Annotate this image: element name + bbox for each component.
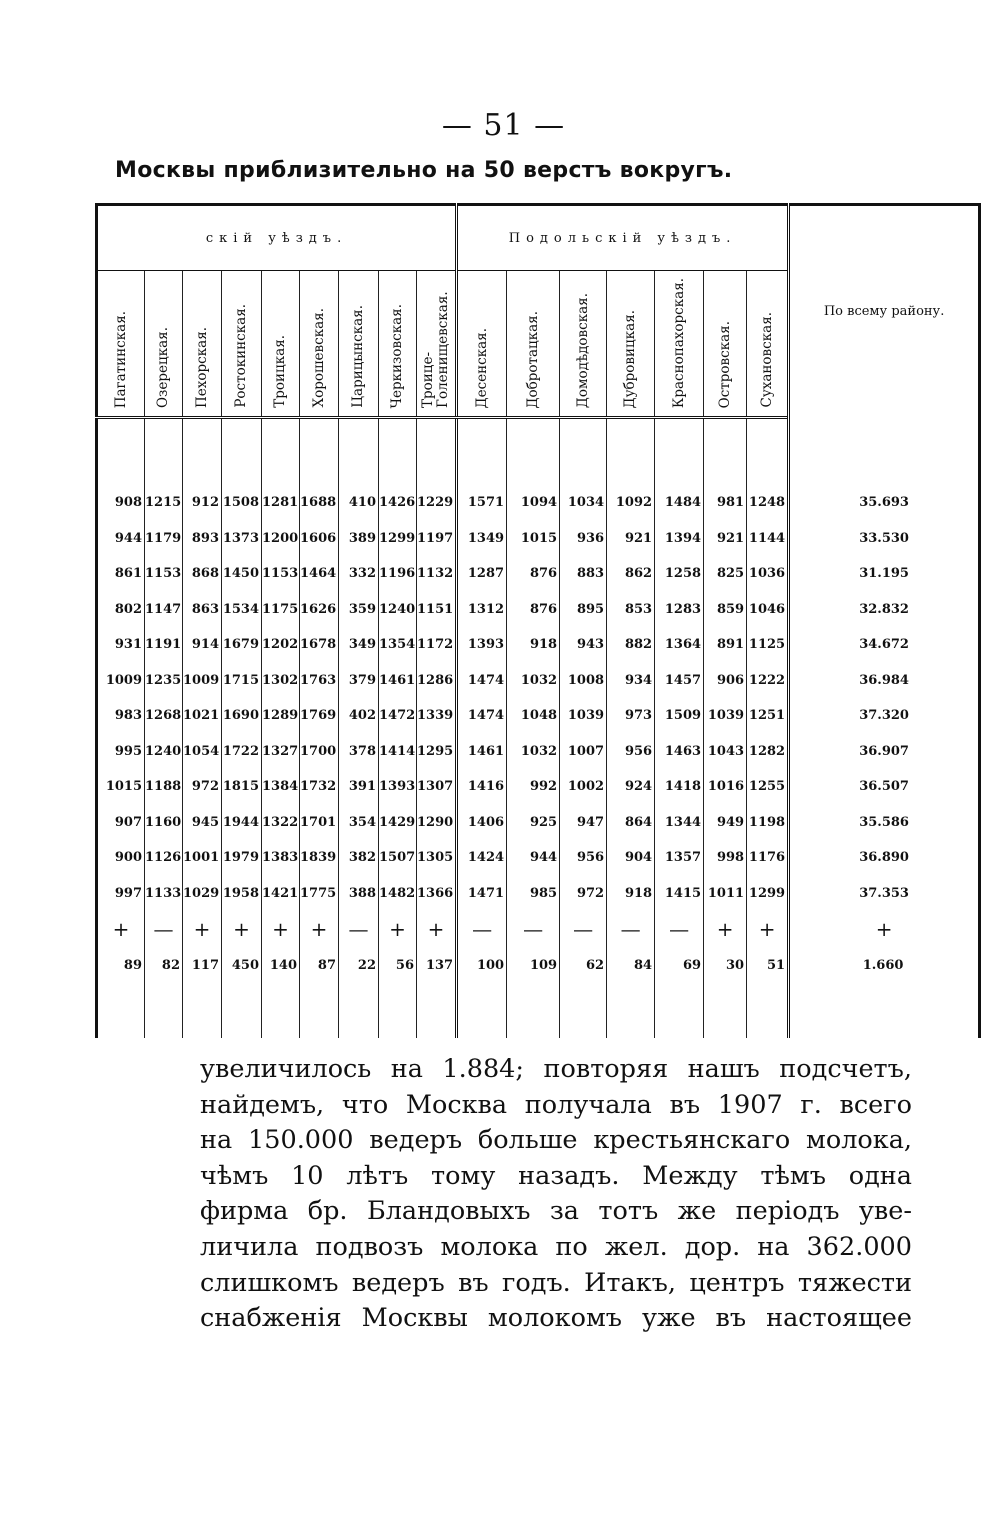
table-cell: 1414 <box>379 734 417 770</box>
table-cell: 895 <box>560 592 607 628</box>
column-header <box>704 271 747 418</box>
change-sign: — <box>339 911 379 947</box>
table-cell: 943 <box>560 627 607 663</box>
table-cell: 1132 <box>417 556 457 592</box>
table-cell: 1290 <box>417 805 457 841</box>
table-cell: 359 <box>339 592 379 628</box>
table-cell: 1147 <box>145 592 183 628</box>
table-row <box>97 876 980 912</box>
table-cell: 1281 <box>262 485 300 521</box>
total-cell: 33.530 <box>789 521 980 557</box>
table-cell: 1383 <box>262 840 300 876</box>
table-cell: 1344 <box>655 805 704 841</box>
table-cell: 1322 <box>262 805 300 841</box>
table-cell: 1701 <box>300 805 339 841</box>
table-cell: 1461 <box>457 734 507 770</box>
table-cell: 1160 <box>145 805 183 841</box>
table-cell: 1032 <box>507 663 560 699</box>
total-column-header: По всему району. <box>789 205 980 418</box>
table-cell: 1424 <box>457 840 507 876</box>
table-cell: 876 <box>507 556 560 592</box>
table-cell: 1839 <box>300 840 339 876</box>
text-line: фирма бр. Бландовыхъ за тотъ же періодъ уве- <box>200 1196 912 1227</box>
table-cell: 1769 <box>300 698 339 734</box>
table-cell: 861 <box>97 556 145 592</box>
table-cell: 1394 <box>655 521 704 557</box>
table-cell: 1046 <box>747 592 789 628</box>
table-cell: 893 <box>183 521 222 557</box>
change-sign: + <box>97 911 145 947</box>
table-cell: 921 <box>607 521 655 557</box>
table-cell: 1015 <box>507 521 560 557</box>
table-cell: 389 <box>339 521 379 557</box>
table-cell: 1944 <box>222 805 262 841</box>
table-cell: 1354 <box>379 627 417 663</box>
table-cell: 1153 <box>262 556 300 592</box>
change-sign: + <box>417 911 457 947</box>
table-cell: 1007 <box>560 734 607 770</box>
column-header-label: Сухановская. <box>758 312 775 408</box>
table-cell: 1464 <box>300 556 339 592</box>
table-cell: 1009 <box>183 663 222 699</box>
table-cell: 876 <box>507 592 560 628</box>
table-cell: 1393 <box>457 627 507 663</box>
column-header-label: Добротацкая. <box>524 310 541 408</box>
change-amount: 22 <box>339 947 379 983</box>
table-cell: 1958 <box>222 876 262 912</box>
table-cell: 997 <box>97 876 145 912</box>
table-cell: 1094 <box>507 485 560 521</box>
table-row <box>97 627 980 663</box>
column-header <box>339 271 379 418</box>
table-cell: 1688 <box>300 485 339 521</box>
column-header-label: Пагатинская. <box>112 310 129 408</box>
table-cell: 1016 <box>704 769 747 805</box>
table-cell: 332 <box>339 556 379 592</box>
table-cell: 1002 <box>560 769 607 805</box>
table-cell: 1048 <box>507 698 560 734</box>
table-cell: 391 <box>339 769 379 805</box>
table-cell: 1474 <box>457 663 507 699</box>
table-cell: 972 <box>560 876 607 912</box>
table-cell: 859 <box>704 592 747 628</box>
table-cell: 949 <box>704 805 747 841</box>
table-cell: 1507 <box>379 840 417 876</box>
table-row <box>97 556 980 592</box>
table-cell: 1240 <box>379 592 417 628</box>
total-cell: 34.672 <box>789 627 980 663</box>
table-row <box>97 734 980 770</box>
table-cell: 1305 <box>417 840 457 876</box>
change-amount: 89 <box>97 947 145 983</box>
table-cell: 1198 <box>747 805 789 841</box>
table-cell: 1015 <box>97 769 145 805</box>
table-cell: 1571 <box>457 485 507 521</box>
table-cell: 1678 <box>300 627 339 663</box>
table-cell: 1484 <box>655 485 704 521</box>
table-cell: 1979 <box>222 840 262 876</box>
table-cell: 1133 <box>145 876 183 912</box>
table-cell: 354 <box>339 805 379 841</box>
change-sign: — <box>560 911 607 947</box>
table-cell: 1357 <box>655 840 704 876</box>
text-line: личила подвозъ молока по жел. дор. на 362.000 <box>200 1231 912 1262</box>
column-header-label: Десенская. <box>473 327 490 408</box>
table-cell: 914 <box>183 627 222 663</box>
change-amount: 69 <box>655 947 704 983</box>
table-cell: 1222 <box>747 663 789 699</box>
table-cell: 1172 <box>417 627 457 663</box>
table-cell: 863 <box>183 592 222 628</box>
change-amount: 117 <box>183 947 222 983</box>
table-cell: 891 <box>704 627 747 663</box>
table-cell: 1286 <box>417 663 457 699</box>
table-cell: 1312 <box>457 592 507 628</box>
statistics-table <box>95 203 945 1028</box>
table-cell: 995 <box>97 734 145 770</box>
table-cell: 944 <box>97 521 145 557</box>
total-cell: 35.586 <box>789 805 980 841</box>
table-cell: 825 <box>704 556 747 592</box>
table-cell: 1188 <box>145 769 183 805</box>
table-cell: 912 <box>183 485 222 521</box>
table-cell: 947 <box>560 805 607 841</box>
table-row <box>97 769 980 805</box>
table-cell: 925 <box>507 805 560 841</box>
table-cell: 944 <box>507 840 560 876</box>
column-header <box>507 271 560 418</box>
table-row <box>97 592 980 628</box>
column-header-label: Царицынская. <box>350 305 366 408</box>
table-cell: 378 <box>339 734 379 770</box>
table-cell: 1472 <box>379 698 417 734</box>
total-cell: 35.693 <box>789 485 980 521</box>
table-cell: 1092 <box>607 485 655 521</box>
table-cell: 998 <box>704 840 747 876</box>
change-sign: + <box>747 911 789 947</box>
table-cell: 985 <box>507 876 560 912</box>
table-cell: 862 <box>607 556 655 592</box>
table-cell: 1144 <box>747 521 789 557</box>
table-cell: 1471 <box>457 876 507 912</box>
text-line: снабженія Москвы молокомъ уже въ настоящее <box>200 1303 912 1334</box>
table-cell: 1235 <box>145 663 183 699</box>
column-header <box>222 271 262 418</box>
column-header-label: Черкизовская. <box>389 303 405 408</box>
table-cell: 1534 <box>222 592 262 628</box>
column-header-label: Троице-Голенищевская. <box>420 291 452 408</box>
table-cell: 1248 <box>747 485 789 521</box>
table-row <box>97 805 980 841</box>
table-cell: 1039 <box>704 698 747 734</box>
table-cell: 1606 <box>300 521 339 557</box>
column-header <box>300 271 339 418</box>
table-cell: 1191 <box>145 627 183 663</box>
table-cell: 1153 <box>145 556 183 592</box>
change-sign: + <box>183 911 222 947</box>
table-cell: 945 <box>183 805 222 841</box>
table-cell: 1457 <box>655 663 704 699</box>
table-cell: 1268 <box>145 698 183 734</box>
table-cell: 1302 <box>262 663 300 699</box>
change-amount: 137 <box>417 947 457 983</box>
column-header <box>655 271 704 418</box>
table-cell: 379 <box>339 663 379 699</box>
change-amount: 51 <box>747 947 789 983</box>
table-cell: 1039 <box>560 698 607 734</box>
table-cell: 1732 <box>300 769 339 805</box>
change-sign: — <box>607 911 655 947</box>
change-sign: + <box>379 911 417 947</box>
table-cell: 1815 <box>222 769 262 805</box>
change-sign: + <box>704 911 747 947</box>
text-line: чѣмъ 10 лѣтъ тому назадъ. Между тѣмъ одна <box>200 1160 912 1191</box>
column-header-label: Троицкая. <box>272 335 288 408</box>
table-cell: 1461 <box>379 663 417 699</box>
table-cell: 1011 <box>704 876 747 912</box>
change-sign: — <box>507 911 560 947</box>
total-cell: 37.353 <box>789 876 980 912</box>
table-cell: 1229 <box>417 485 457 521</box>
table-cell: 1384 <box>262 769 300 805</box>
table-cell: 1339 <box>417 698 457 734</box>
table-cell: 906 <box>704 663 747 699</box>
table-cell: 1240 <box>145 734 183 770</box>
change-sign: + <box>222 911 262 947</box>
text-line: на 150.000 ведеръ больше крестьянскаго молока, <box>200 1125 912 1156</box>
column-header-label: Пехорская. <box>193 327 210 408</box>
table-cell: 1001 <box>183 840 222 876</box>
total-cell: 37.320 <box>789 698 980 734</box>
group-header-left: скій уѣздъ. <box>97 205 457 271</box>
table-cell: 1258 <box>655 556 704 592</box>
table-cell: 1176 <box>747 840 789 876</box>
page-number: — 51 — <box>441 108 566 143</box>
table-cell: 918 <box>507 627 560 663</box>
table-cell: 1763 <box>300 663 339 699</box>
page-heading: Москвы приблизительно на 50 верстъ вокругъ. <box>115 158 733 183</box>
table-cell: 1416 <box>457 769 507 805</box>
column-header <box>607 271 655 418</box>
change-sign: + <box>300 911 339 947</box>
change-sign-row <box>97 911 980 947</box>
table-cell: 924 <box>607 769 655 805</box>
table-cell: 1450 <box>222 556 262 592</box>
table-cell: 956 <box>607 734 655 770</box>
table-cell: 1679 <box>222 627 262 663</box>
change-sign: — <box>145 911 183 947</box>
column-header-label: Хорошевская. <box>310 308 327 408</box>
table-cell: 921 <box>704 521 747 557</box>
table-cell: 1034 <box>560 485 607 521</box>
table-cell: 931 <box>97 627 145 663</box>
table-cell: 956 <box>560 840 607 876</box>
table-cell: 973 <box>607 698 655 734</box>
table-cell: 972 <box>183 769 222 805</box>
column-header <box>183 271 222 418</box>
total-cell: 36.984 <box>789 663 980 699</box>
table-cell: 1021 <box>183 698 222 734</box>
change-amount: 450 <box>222 947 262 983</box>
table-cell: 802 <box>97 592 145 628</box>
table-cell: 1151 <box>417 592 457 628</box>
table-cell: 1626 <box>300 592 339 628</box>
total-cell: 36.907 <box>789 734 980 770</box>
table-cell: 1009 <box>97 663 145 699</box>
table-cell: 992 <box>507 769 560 805</box>
table-cell: 1715 <box>222 663 262 699</box>
table-cell: 1307 <box>417 769 457 805</box>
table-cell: 1690 <box>222 698 262 734</box>
column-header-label: Домодѣдовская. <box>574 292 591 408</box>
table-cell: 1299 <box>379 521 417 557</box>
table-cell: 410 <box>339 485 379 521</box>
text-line: слишкомъ ведеръ въ годъ. Итакъ, центръ тяжести <box>200 1267 912 1298</box>
table-cell: 1364 <box>655 627 704 663</box>
change-amount: 1.660 <box>789 947 980 983</box>
column-header <box>262 271 300 418</box>
table-cell: 1508 <box>222 485 262 521</box>
table-cell: 900 <box>97 840 145 876</box>
change-amount-row <box>97 947 980 983</box>
table-cell: 1197 <box>417 521 457 557</box>
table-cell: 868 <box>183 556 222 592</box>
table-cell: 1421 <box>262 876 300 912</box>
table-row <box>97 485 980 521</box>
table-cell: 1700 <box>300 734 339 770</box>
change-amount: 56 <box>379 947 417 983</box>
table-cell: 1125 <box>747 627 789 663</box>
table-cell: 349 <box>339 627 379 663</box>
column-header-label: Озерецкая. <box>155 326 171 408</box>
table-cell: 1255 <box>747 769 789 805</box>
table-cell: 388 <box>339 876 379 912</box>
table-cell: 1175 <box>262 592 300 628</box>
column-header <box>560 271 607 418</box>
table-row <box>97 663 980 699</box>
table-cell: 1032 <box>507 734 560 770</box>
table-cell: 934 <box>607 663 655 699</box>
total-cell: 36.507 <box>789 769 980 805</box>
table-cell: 883 <box>560 556 607 592</box>
table-cell: 1008 <box>560 663 607 699</box>
table-row <box>97 840 980 876</box>
column-header-label: Дубровицкая. <box>622 309 639 408</box>
table-cell: 1036 <box>747 556 789 592</box>
table-cell: 1299 <box>747 876 789 912</box>
table-cell: 1509 <box>655 698 704 734</box>
change-sign: — <box>457 911 507 947</box>
column-header-label: Краснопахорская. <box>670 277 687 408</box>
table-row <box>97 698 980 734</box>
table-cell: 1215 <box>145 485 183 521</box>
table-cell: 1418 <box>655 769 704 805</box>
table-cell: 1393 <box>379 769 417 805</box>
table-cell: 904 <box>607 840 655 876</box>
table-cell: 853 <box>607 592 655 628</box>
table-row <box>97 521 980 557</box>
change-amount: 62 <box>560 947 607 983</box>
table-cell: 1126 <box>145 840 183 876</box>
table-cell: 1722 <box>222 734 262 770</box>
table-cell: 402 <box>339 698 379 734</box>
column-header <box>417 271 457 418</box>
table-cell: 1474 <box>457 698 507 734</box>
table-cell: 1200 <box>262 521 300 557</box>
table-cell: 907 <box>97 805 145 841</box>
table-cell: 1426 <box>379 485 417 521</box>
column-header-label: Островская. <box>716 320 733 408</box>
table-cell: 882 <box>607 627 655 663</box>
change-sign: + <box>262 911 300 947</box>
table-cell: 918 <box>607 876 655 912</box>
table-cell: 1327 <box>262 734 300 770</box>
change-amount: 82 <box>145 947 183 983</box>
table-cell: 1287 <box>457 556 507 592</box>
change-sign: + <box>789 911 980 947</box>
table-cell: 1429 <box>379 805 417 841</box>
column-header-label: Ростокинская. <box>233 304 249 408</box>
table-cell: 1289 <box>262 698 300 734</box>
text-line: найдемъ, что Москва получала въ 1907 г. всего <box>200 1089 912 1120</box>
table-cell: 908 <box>97 485 145 521</box>
table-cell: 981 <box>704 485 747 521</box>
column-header <box>747 271 789 418</box>
group-header-podolsk: Подольскій уѣздъ. <box>457 205 789 271</box>
column-header <box>457 271 507 418</box>
table-cell: 1463 <box>655 734 704 770</box>
table-cell: 1251 <box>747 698 789 734</box>
change-amount: 84 <box>607 947 655 983</box>
table-cell: 1282 <box>747 734 789 770</box>
table-cell: 1373 <box>222 521 262 557</box>
total-cell: 36.890 <box>789 840 980 876</box>
change-sign: — <box>655 911 704 947</box>
table-cell: 1482 <box>379 876 417 912</box>
change-amount: 140 <box>262 947 300 983</box>
table-cell: 864 <box>607 805 655 841</box>
table-cell: 1179 <box>145 521 183 557</box>
table-cell: 1415 <box>655 876 704 912</box>
table-cell: 382 <box>339 840 379 876</box>
table-cell: 1406 <box>457 805 507 841</box>
table-cell: 983 <box>97 698 145 734</box>
change-amount: 87 <box>300 947 339 983</box>
change-amount: 100 <box>457 947 507 983</box>
change-amount: 109 <box>507 947 560 983</box>
body-paragraph <box>200 1052 912 1337</box>
table-cell: 1283 <box>655 592 704 628</box>
table-cell: 1295 <box>417 734 457 770</box>
table-cell: 1349 <box>457 521 507 557</box>
total-cell: 31.195 <box>789 556 980 592</box>
table-cell: 1366 <box>417 876 457 912</box>
table-cell: 1196 <box>379 556 417 592</box>
column-header <box>145 271 183 418</box>
total-cell: 32.832 <box>789 592 980 628</box>
column-header <box>97 271 145 418</box>
table-cell: 1202 <box>262 627 300 663</box>
table-cell: 1054 <box>183 734 222 770</box>
text-line: увеличилось на 1.884; повторяя нашъ подсчетъ, <box>200 1054 912 1084</box>
table-cell: 1775 <box>300 876 339 912</box>
column-header <box>379 271 417 418</box>
change-amount: 30 <box>704 947 747 983</box>
table-cell: 936 <box>560 521 607 557</box>
table-cell: 1043 <box>704 734 747 770</box>
table-cell: 1029 <box>183 876 222 912</box>
